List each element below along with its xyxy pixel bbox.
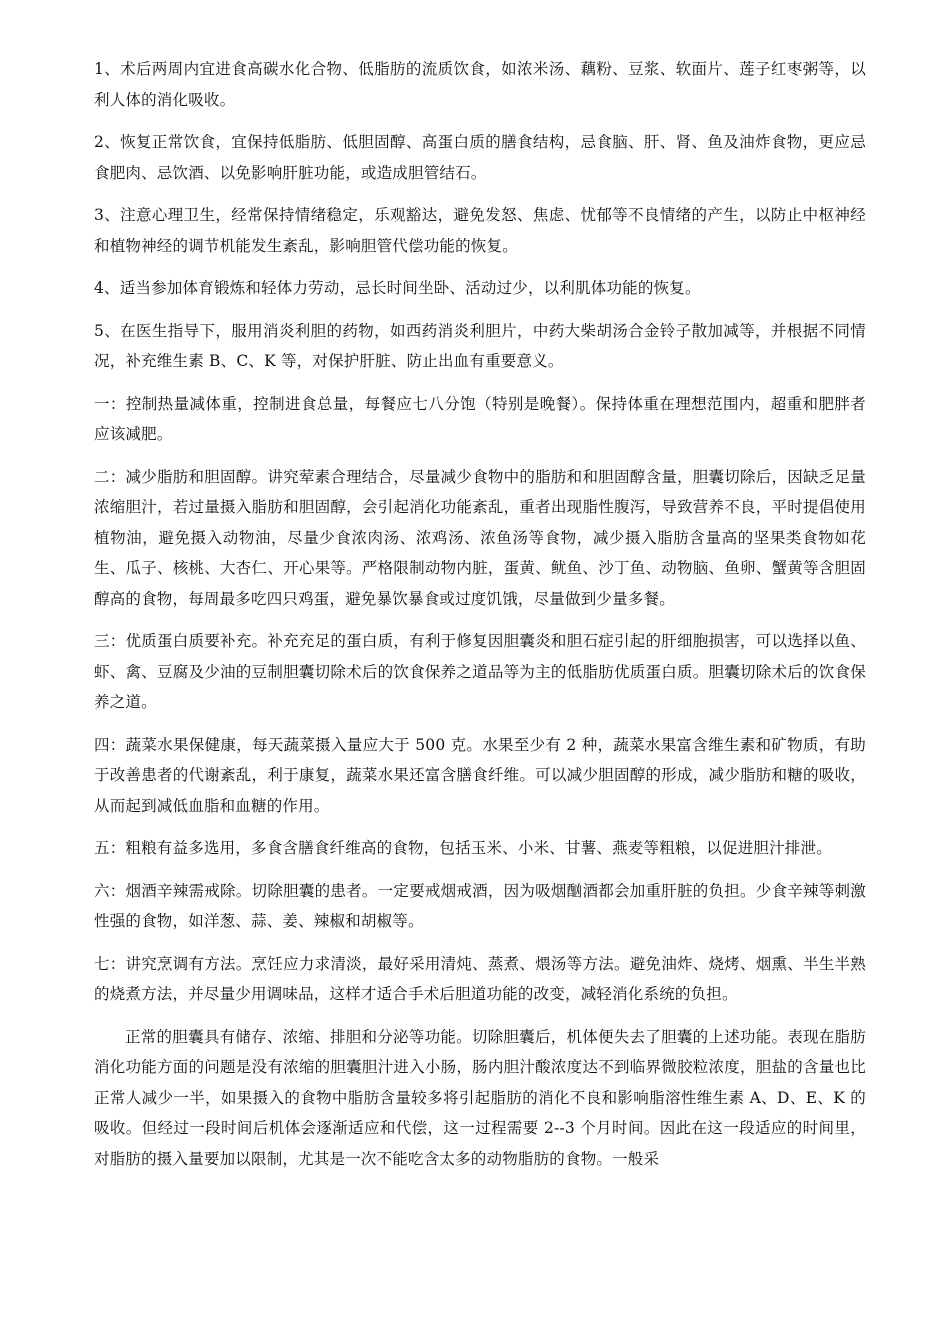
paragraph-point-six: 六：烟酒辛辣需戒除。切除胆囊的患者。一定要戒烟戒酒，因为吸烟酗酒都会加重肝脏的负担。少食辛辣等刺激性强的食物，如洋葱、蒜、姜、辣椒和胡椒等。 xyxy=(94,881,866,930)
paragraph-point-five: 五：粗粮有益多选用，多食含膳食纤维高的食物，包括玉米、小米、甘薯、燕麦等粗粮，以促进胆汁排泄。 xyxy=(94,839,832,857)
paragraph-point-seven: 七：讲究烹调有方法。烹饪应力求清淡，最好采用清炖、蒸煮、煨汤等方法。避免油炸、烧烤、烟熏、半生半熟的烧煮方法，并尽量少用调味品，这样才适合手术后胆道功能的改变，减轻消化系统的负担。 xyxy=(94,954,866,1003)
paragraph-point-one: 一：控制热量减体重，控制进食总量，每餐应七八分饱（特别是晚餐）。保持体重在理想范围内，超重和肥胖者应该减肥。 xyxy=(94,394,866,443)
paragraph-point-three: 三：优质蛋白质要补充。补充充足的蛋白质，有利于修复因胆囊炎和胆石症引起的肝细胞损害，可以选择以鱼、虾、禽、豆腐及少油的豆制胆囊切除术后的饮食保养之道品等为主的低脂肪优质蛋白质。胆囊切除术后的饮食保养之道。 xyxy=(94,632,866,711)
paragraph-diet-5: 5、在医生指导下，服用消炎利胆的药物，如西药消炎利胆片，中药大柴胡汤合金铃子散加减等，并根据不同情况，补充维生素 B、C、K 等，对保护肝脏、防止出血有重要意义。 xyxy=(94,321,866,370)
paragraph-point-two: 二：减少脂肪和胆固醇。讲究荤素合理结合，尽量减少食物中的脂肪和和胆固醇含量，胆囊切除后，因缺乏足量浓缩胆汁，若过量摄入脂肪和胆固醇，会引起消化功能紊乱，重者出现脂性腹泻，导致营养不良，平时提倡使用植物油，避免摄入动物油，尽量少食浓肉汤、浓鸡汤、浓鱼汤等食物，减少摄入脂肪含量高的坚果类食物如花生、瓜子、核桃、大杏仁、开心果等。严格限制动物内脏，蛋黄、鱿鱼、沙丁鱼、动物脑、鱼卵、蟹黄等含胆固醇高的食物，每周最多吃四只鸡蛋，避免暴饮暴食或过度饥饿，尽量做到少量多餐。 xyxy=(94,467,866,608)
paragraph-diet-4: 4、适当参加体育锻炼和轻体力劳动，忌长时间坐卧、活动过少，以利肌体功能的恢复。 xyxy=(94,279,701,297)
paragraph-diet-3: 3、注意心理卫生，经常保持情绪稳定，乐观豁达，避免发怒、焦虑、忧郁等不良情绪的产生，以防止中枢神经和植物神经的调节机能发生紊乱，影响胆管代偿功能的恢复。 xyxy=(94,206,866,255)
paragraph-point-four: 四：蔬菜水果保健康，每天蔬菜摄入量应大于 500 克。水果至少有 2 种，蔬菜水果富含维生素和矿物质，有助于改善患者的代谢紊乱，利于康复，蔬菜水果还富含膳食纤维。可以减少胆固醇的形成，减少脂肪和糖的吸收，从而起到减低血脂和血糖的作用。 xyxy=(94,735,866,815)
paragraph-gallbladder-function: 正常的胆囊具有储存、浓缩、排胆和分泌等功能。切除胆囊后，机体便失去了胆囊的上述功能。表现在脂肪消化功能方面的问题是没有浓缩的胆囊胆汁进入小肠，肠内胆汁酸浓度达不到临界微胶粒浓度，胆盐的含量也比正常人减少一半，如果摄入的食物中脂肪含量较多将引起脂肪的消化不良和影响脂溶性维生素 A、D、E、K 的吸收。但经过一段时间后机体会逐渐适应和代偿，这一过程需要 2--3 个月时间。因此在这一段适应的时间里，对脂肪的摄入量要加以限制，尤其是一次不能吃含太多的动物脂肪的食物。一般采 xyxy=(94,1027,866,1168)
paragraph-diet-2: 2、恢复正常饮食，宜保持低脂肪、低胆固醇、高蛋白质的膳食结构，忌食脑、肝、肾、鱼及油炸食物，更应忌食肥肉、忌饮酒、以免影响肝脏功能，或造成胆管结石。 xyxy=(94,133,866,182)
document-page xyxy=(94,54,866,1186)
paragraph-diet-1: 1、术后两周内宜进食高碳水化合物、低脂肪的流质饮食，如浓米汤、藕粉、豆浆、软面片、莲子红枣粥等，以利人体的消化吸收。 xyxy=(94,60,866,109)
